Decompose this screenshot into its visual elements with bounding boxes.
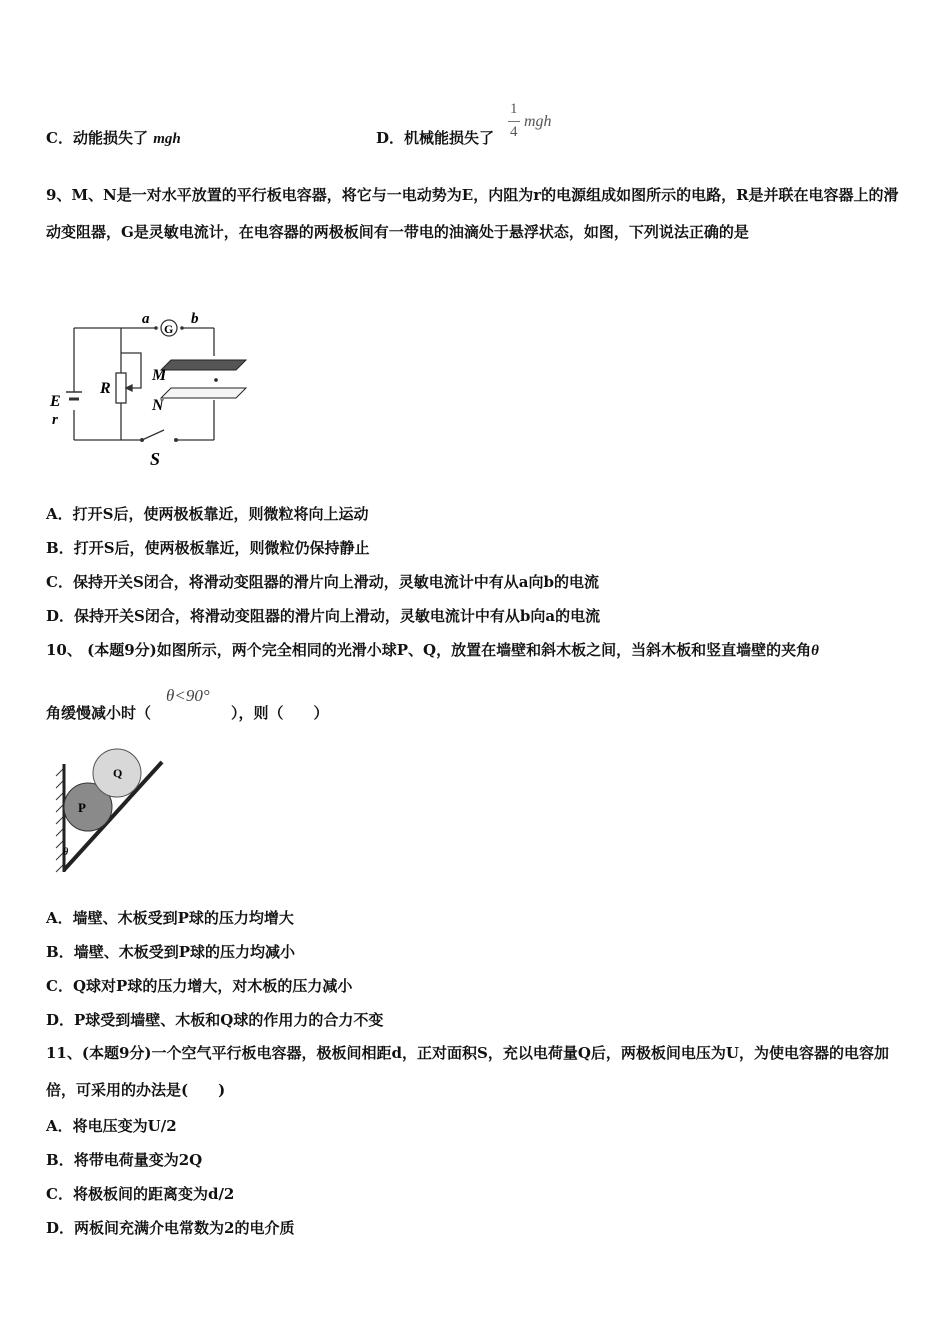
option-text: P球受到墙壁、木板和Q球的作用力的合力不变 (74, 1011, 384, 1029)
math-mgh: mgh (153, 131, 181, 147)
label-g: G (164, 322, 174, 336)
q10-option-c: C．Q球对P球的压力增大，对木板的压力减小 (46, 977, 353, 995)
question-number: 11、 (46, 1044, 82, 1062)
rheostat-body (116, 373, 126, 403)
circuit-figure (46, 308, 261, 473)
option-text: 两板间充满介电常数为2的电介质 (74, 1219, 295, 1237)
label-n: N (152, 397, 164, 414)
node-b (180, 326, 184, 330)
q11-option-b: B．将带电荷量变为2Q (46, 1151, 203, 1169)
q11-option-a: A．将电压变为U/2 (46, 1117, 177, 1135)
q9-option-a: A．打开S后，使两极板靠近，则微粒将向上运动 (46, 505, 369, 523)
label-r-resistor: R (100, 380, 111, 397)
option-text: 动能损失了 (72, 129, 148, 147)
q10-stem-line1 (46, 639, 819, 660)
math-theta: θ (811, 643, 819, 659)
option-text: 将电压变为U/2 (72, 1117, 177, 1135)
q10-option-a: A．墙壁、木板受到P球的压力均增大 (46, 909, 294, 927)
q11-stem (46, 1035, 908, 1109)
label-m: M (152, 367, 167, 384)
question-text: (本题9分)一个空气平行板电容器，极板间相距d，正对面积S，充以电荷量Q后，两极板间电压为U，为使电容器的电容加倍，可采用的办法是( ) (46, 1044, 889, 1099)
option-letter: D (376, 129, 390, 147)
option-text: Q球对P球的压力增大，对木板的压力减小 (72, 977, 353, 995)
option-text: 打开S后，使两极板靠近，则微粒将向上运动 (72, 505, 369, 523)
q9-stem (46, 177, 908, 251)
math-condition: θ<90° (166, 686, 210, 705)
q10-option-d: D．P球受到墙壁、木板和Q球的作用力的合力不变 (46, 1011, 384, 1029)
question-text: M、N是一对水平放置的平行板电容器，将它与一电动势为E，内阻为r的电源组成如图所示的电路，R是并联在电容器上的滑动变阻器，G是灵敏电流计，在电容器的两极板间有一带电的油滴处于悬浮状态，如图，下列说法正确的是 (46, 186, 899, 241)
label-b: b (191, 311, 199, 327)
q9-option-d: D．保持开关S闭合，将滑动变阻器的滑片向上滑动，灵敏电流计中有从b向a的电流 (46, 607, 601, 625)
switch-contact (174, 438, 178, 442)
option-text: 墙壁、木板受到P球的压力均增大 (72, 909, 294, 927)
option-letter: B (46, 1151, 59, 1169)
label-q: Q (113, 766, 123, 780)
question-text-cont: 角缓慢减小时（ (46, 704, 152, 722)
q8-option-c: C．动能损失了 mgh (46, 129, 181, 147)
option-letter: D (46, 607, 60, 625)
option-text: 墙壁、木板受到P球的压力均减小 (73, 943, 295, 961)
q9-option-b: B．打开S后，使两极板靠近，则微粒仍保持静止 (46, 539, 370, 557)
question-text-end: ），则（ ） (231, 704, 329, 722)
q11-option-d: D．两板间充满介电常数为2的电介质 (46, 1219, 295, 1237)
option-text: 打开S后，使两极板靠近，则微粒仍保持静止 (73, 539, 370, 557)
option-letter: C (46, 977, 58, 995)
q10-stem-line2-end (231, 702, 329, 723)
fraction-numerator: 1 (510, 101, 518, 117)
label-e: E (50, 393, 61, 410)
option-letter: C (46, 1185, 58, 1203)
option-letter: B (46, 539, 59, 557)
label-p: P (78, 800, 86, 815)
balls-figure (50, 740, 175, 880)
oil-drop (214, 378, 218, 382)
switch-pivot (140, 438, 144, 442)
rheostat-slider (121, 353, 141, 388)
option-letter: B (46, 943, 59, 961)
slider-arrow (126, 385, 132, 391)
label-s: S (150, 449, 161, 469)
question-number: 9、 (46, 186, 72, 204)
label-a: a (142, 311, 150, 327)
option-letter: D (46, 1219, 60, 1237)
fraction-denominator: 4 (510, 124, 518, 140)
option-text: 保持开关S闭合，将滑动变阻器的滑片向上滑动，灵敏电流计中有从a向b的电流 (72, 573, 600, 591)
math-mgh-d: mgh (524, 113, 552, 130)
q8-option-d: D．机械能损失了 (376, 129, 495, 147)
question-number: 10、 (46, 641, 82, 659)
node-a (154, 326, 158, 330)
plate-n (161, 388, 246, 398)
label-r-internal: r (52, 412, 58, 428)
switch-blade (142, 430, 164, 440)
q9-option-c: C．保持开关S闭合，将滑动变阻器的滑片向上滑动，灵敏电流计中有从a向b的电流 (46, 573, 600, 591)
fraction-bar (508, 121, 520, 122)
option-letter: D (46, 1011, 60, 1029)
question-text: (本题9分)如图所示，两个完全相同的光滑小球P、Q，放置在墙壁和斜木板之间，当斜木板和竖直墙壁的夹角 (87, 641, 812, 659)
plate-m (161, 360, 246, 370)
q10-option-b: B．墙壁、木板受到P球的压力均减小 (46, 943, 295, 961)
q10-stem-line2 (46, 702, 151, 723)
option-letter: C (46, 573, 58, 591)
option-letter: A (46, 909, 58, 927)
option-text: 保持开关S闭合，将滑动变阻器的滑片向上滑动，灵敏电流计中有从b向a的电流 (74, 607, 601, 625)
option-text: 将极板间的距离变为d/2 (72, 1185, 235, 1203)
option-text: 将带电荷量变为2Q (73, 1151, 203, 1169)
option-letter: A (46, 1117, 58, 1135)
q11-option-c: C．将极板间的距离变为d/2 (46, 1185, 235, 1203)
option-letter: A (46, 505, 58, 523)
option-letter: C (46, 129, 58, 147)
label-theta: θ (63, 847, 69, 858)
option-text: 机械能损失了 (404, 129, 495, 147)
